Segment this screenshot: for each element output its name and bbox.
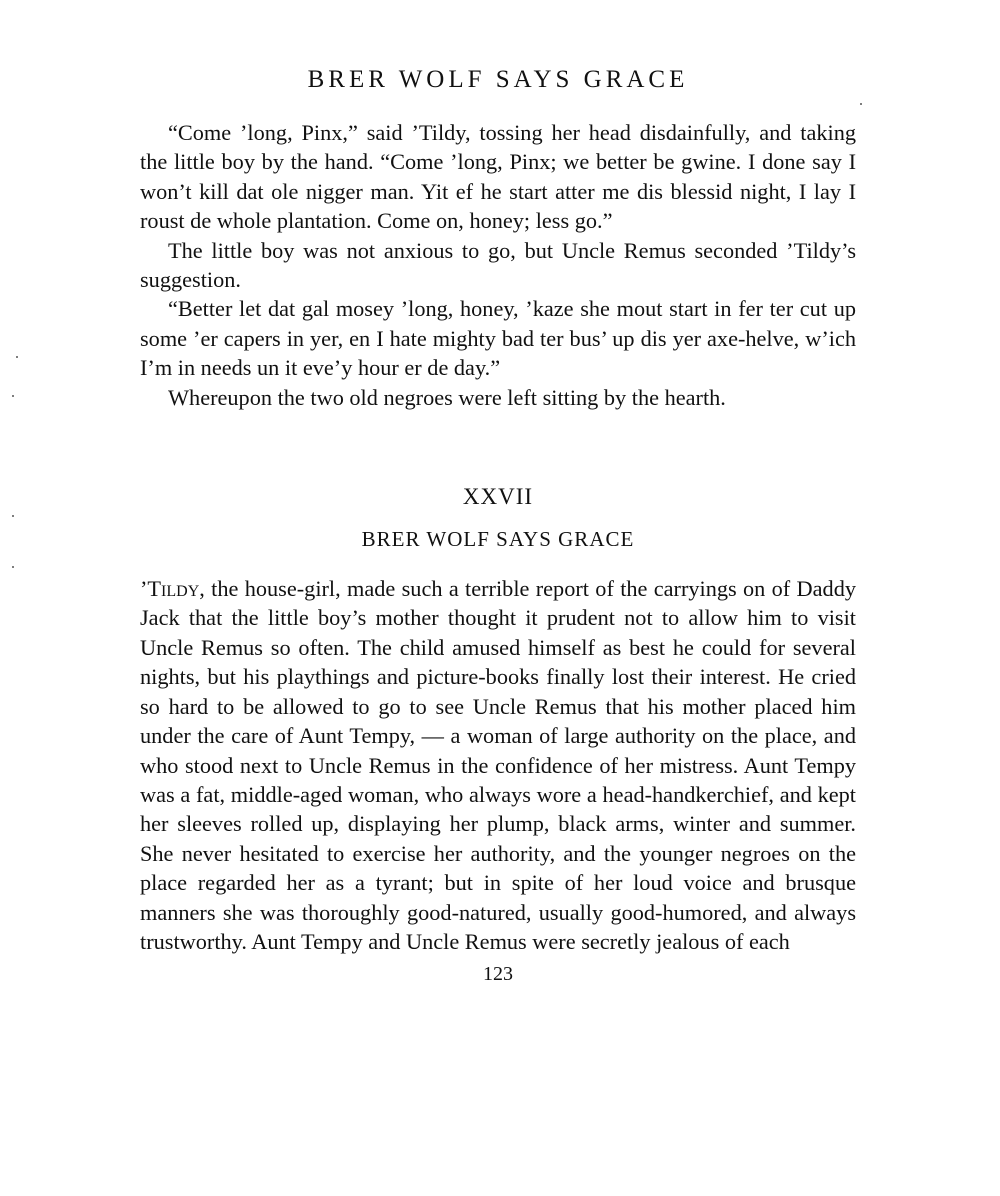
chapter-number: XXVII (462, 484, 534, 510)
paragraph: Whereupon the two old negroes were left sitting by the hearth. (168, 384, 726, 410)
paragraph: “Come ’long, Pinx,” said ’Tildy, tossing her head disdainfully, and taking the little boy by the hand. “Come ’long, Pinx; we better be gwine. I done say I won’t kill dat ole nigger man. Yit ef he start atter me dis blessid night, I lay I roust de whole plantation. Come on, honey; less go.” (140, 120, 856, 234)
book-page (140, 62, 856, 988)
running-head: BRER WOLF SAYS GRACE (307, 66, 689, 93)
opening-word: ’Tildy (140, 576, 200, 602)
page-number: 123 (483, 963, 513, 986)
paragraph: The little boy was not anxious to go, but Uncle Remus seconded ’Tildy’s suggestion. (140, 237, 856, 293)
paragraph: “Better let dat gal mosey ’long, honey, ’kaze she mout start in fer ter cut up some ’er capers in yer, en I hate mighty bad ter bus’ up dis yer axe-helve, w’ich I’m in needs un it eve’y hour er de day.” (140, 296, 856, 381)
chapter-body-text: , the house-girl, made such a terrible report of the carryings on of Daddy Jack that the little boy’s mother thought it prudent not to allow him to visit Uncle Remus so often. The child amused himself as best he could for several nights, but his playthings and picture-books finally lost their interest. He cried so hard to be allowed to go to see Uncle Remus that his mother placed him under the care of Aunt Tempy, — a woman of large authority on the place, and who stood next to Uncle Remus in the confidence of her mistress. Aunt Tempy was a fat, middle-aged woman, who always wore a head-handkerchief, and kept her sleeves rolled up, displaying her plump, black arms, winter and summer. She never hesitated to exercise her authority, and the younger negroes on the place regarded her as a tyrant; but in spite of her loud voice and brusque manners she was thoroughly good-natured, usually good-humored, and always trustworthy. Aunt Tempy and Uncle Remus were secretly jealous of each (140, 576, 856, 954)
scan-speck (12, 395, 14, 397)
scan-speck (12, 515, 14, 517)
chapter-opening-paragraph (140, 574, 856, 956)
scan-speck (16, 356, 18, 358)
chapter-title: BRER WOLF SAYS GRACE (361, 527, 635, 552)
scan-speck (860, 103, 862, 105)
scan-speck (12, 566, 14, 568)
